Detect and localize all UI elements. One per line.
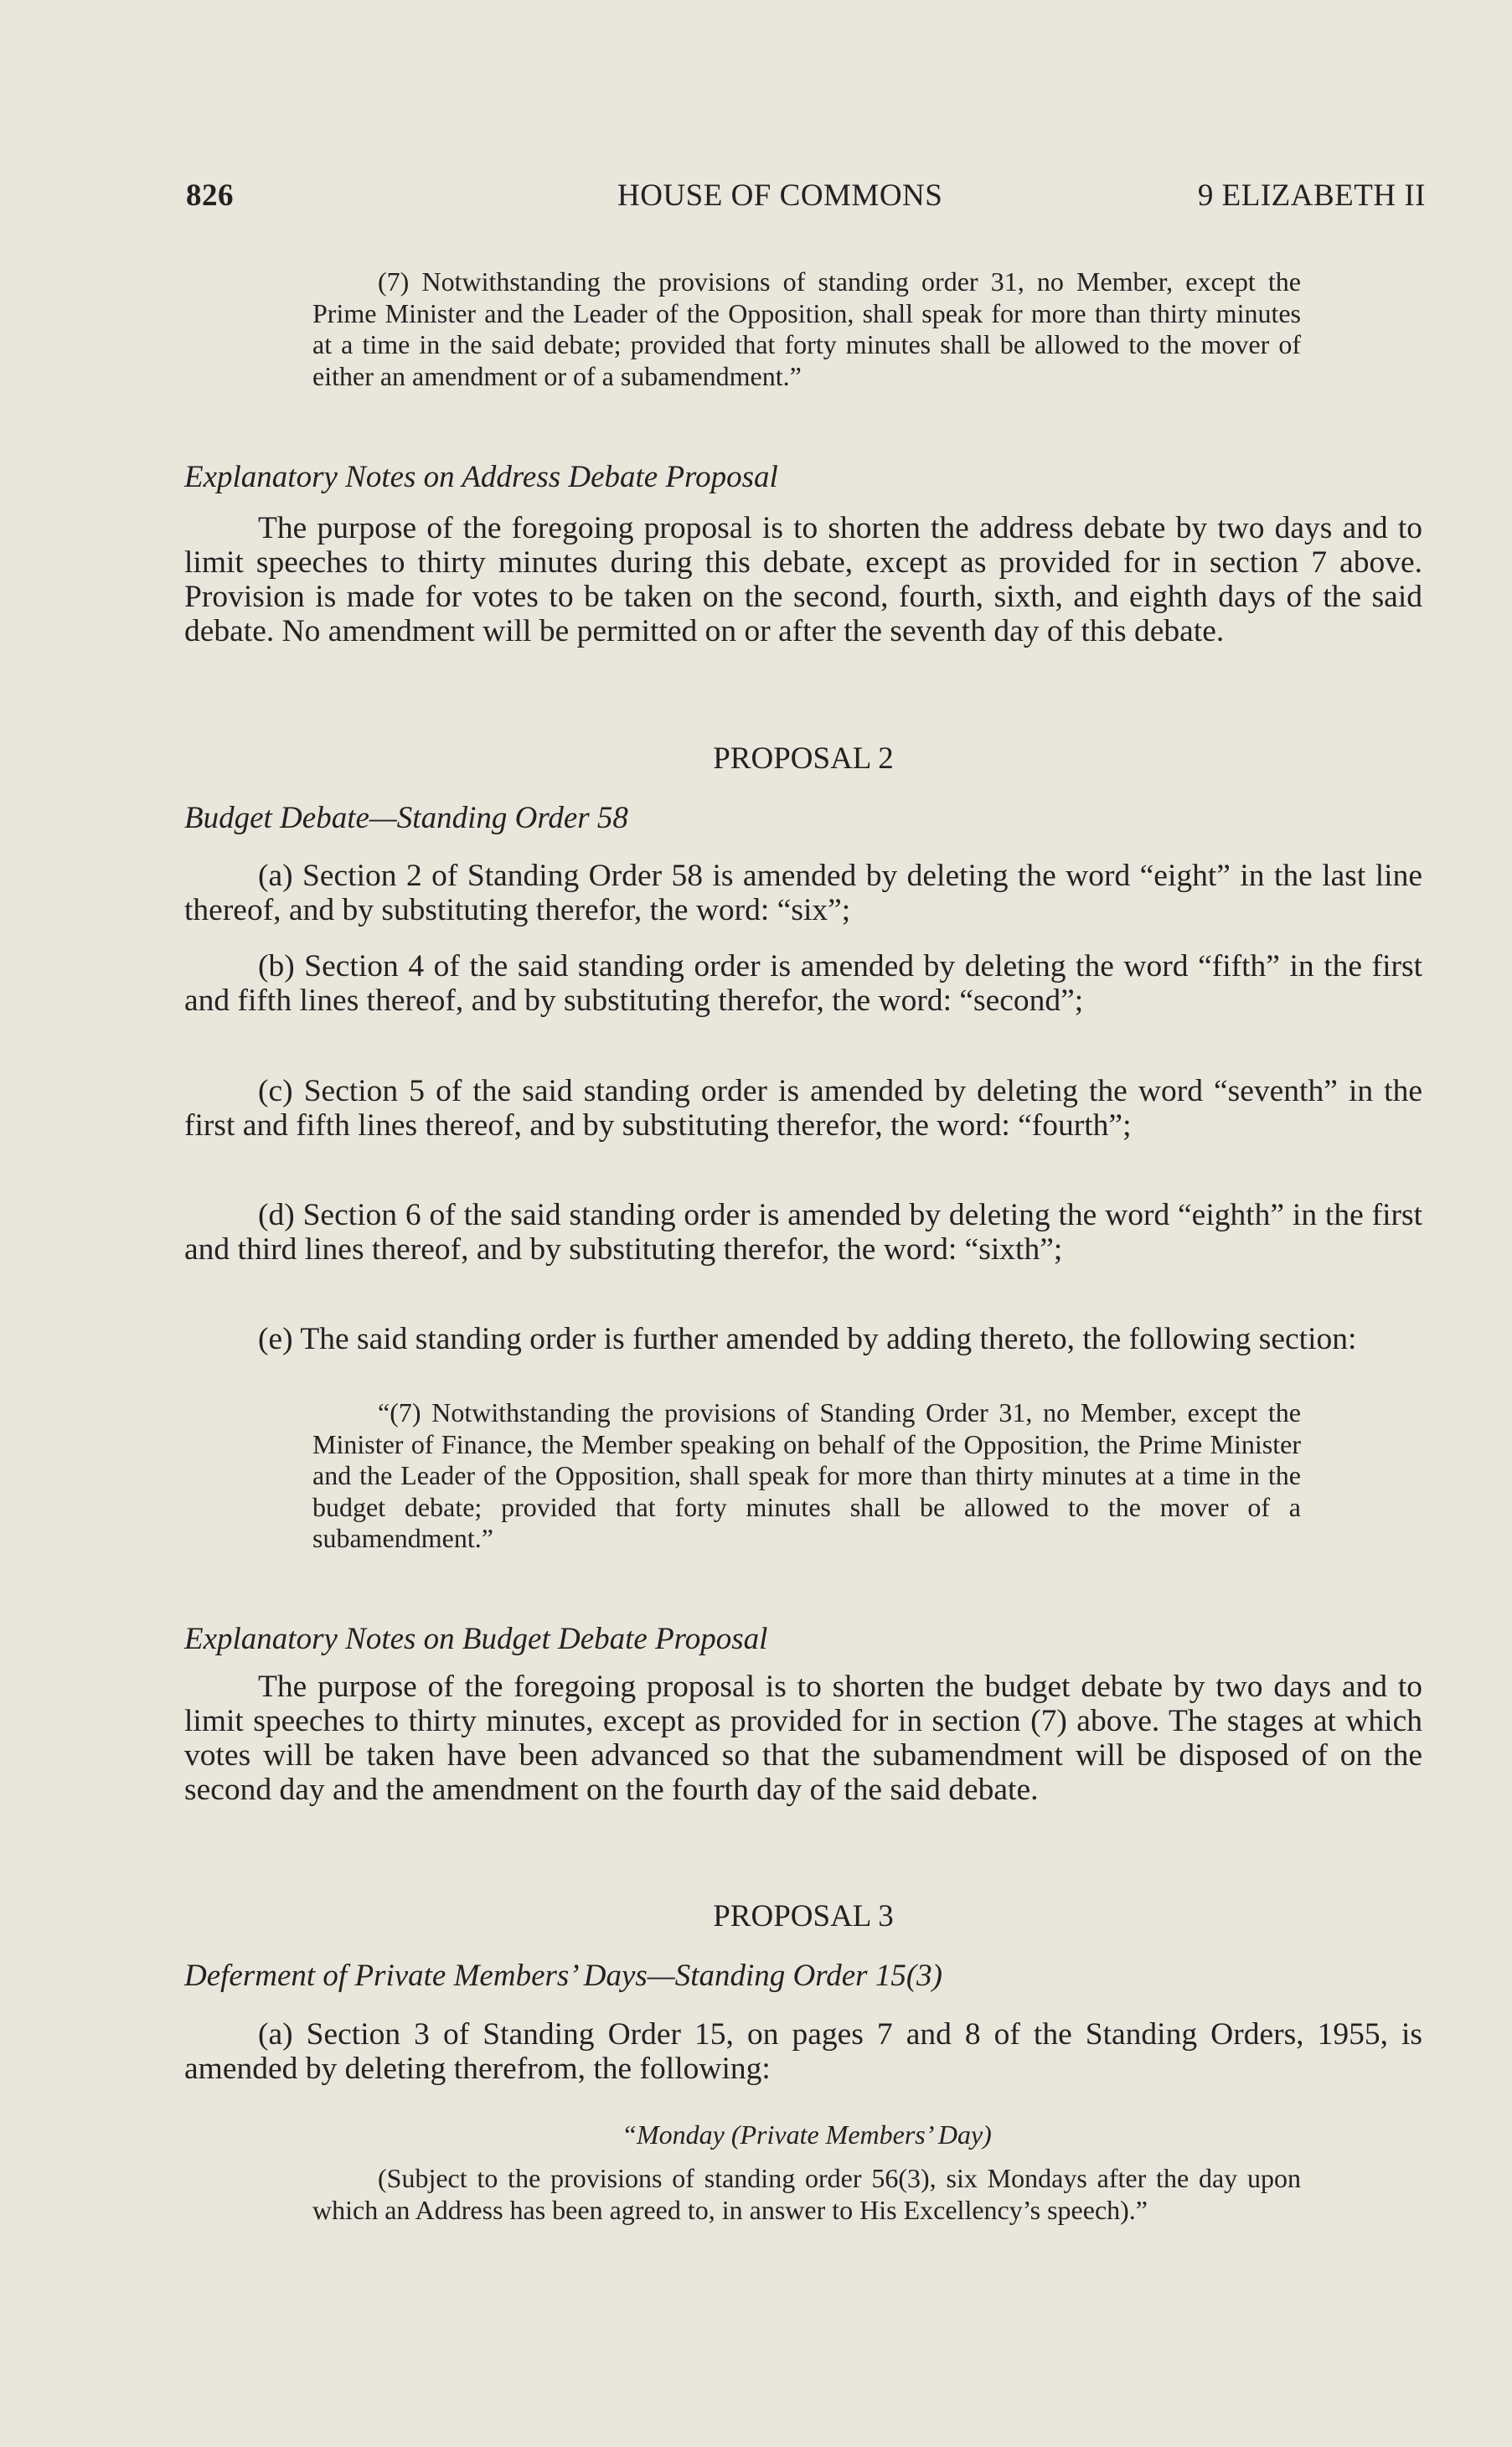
proposal-2-item-a xyxy=(184,859,1422,927)
page-number: 826 xyxy=(186,178,234,213)
item-text: (a) Section 3 of Standing Order 15, on pages 7 and 8 of the Standing Orders, 1955, is amended by deleting therefrom, the following: xyxy=(184,2017,1422,2086)
item-text: (e) The said standing order is further amended by adding thereto, the following section: xyxy=(258,1322,1357,1356)
proposal-3-quote-heading: “Monday (Private Members’ Day) xyxy=(622,2119,992,2150)
quote-text: “(7) Notwithstanding the provisions of Standing Order 31, no Member, except the Minister of Finance, the Member speaking on behalf of the Opposition, the Prime Minister and the Leader of the Opposition, shall speak for more than thirty minutes at a time in the budget debate; provided that forty minutes shall be allowed to the mover of a subamendment.” xyxy=(312,1397,1301,1553)
item-text: (b) Section 4 of the said standing order is amended by deleting the word “fifth” in the first and fifth lines thereof, and by substituting therefor, the word: “second”; xyxy=(184,949,1422,1018)
session-label: 9 ELIZABETH II xyxy=(1197,178,1426,213)
quote-section-7 xyxy=(312,266,1301,392)
proposal-3-title: PROPOSAL 3 xyxy=(713,1899,894,1933)
proposal-2-item-e xyxy=(184,1322,1422,1356)
proposal-3-heading: Deferment of Private Members’ Days—Standing Order 15(3) xyxy=(184,1959,942,1993)
explanatory-paragraph-address xyxy=(184,511,1422,648)
running-title: HOUSE OF COMMONS xyxy=(617,178,943,213)
proposal-2-item-c xyxy=(184,1074,1422,1143)
proposal-2-heading: Budget Debate—Standing Order 58 xyxy=(184,801,628,835)
proposal-2-item-d xyxy=(184,1198,1422,1267)
paragraph-text: The purpose of the foregoing proposal is to shorten the address debate by two days and to limit speeches to thirty minutes during this debate, except as provided for in section 7 above. Provision is made for votes to be taken on the second, fourth, sixth, and eighth days of the said debate. No amendment will be permitted on or after the seventh day of this debate. xyxy=(184,511,1422,648)
explanatory-heading-address: Explanatory Notes on Address Debate Proposal xyxy=(184,460,778,494)
item-text: (c) Section 5 of the said standing order is amended by deleting the word “seventh” in the first and fifth lines thereof, and by substituting therefor, the word: “fourth”; xyxy=(184,1074,1422,1143)
proposal-3-quote xyxy=(312,2163,1301,2226)
quote-text: (Subject to the provisions of standing order 56(3), six Mondays after the day upon which an Address has been agreed to, in answer to His Excellency’s speech).” xyxy=(312,2163,1301,2225)
proposal-3-item-a xyxy=(184,2017,1422,2086)
paragraph-text: The purpose of the foregoing proposal is to shorten the budget debate by two days and to limit speeches to thirty minutes, except as provided for in section (7) above. The stages at which votes will be taken have been advanced so that the subamendment will be disposed of on the second day and the amendment on the fourth day of the said debate. xyxy=(184,1670,1422,1807)
item-text: (a) Section 2 of Standing Order 58 is amended by deleting the word “eight” in the last line thereof, and by substituting therefor, the word: “six”; xyxy=(184,859,1422,927)
item-text: (d) Section 6 of the said standing order is amended by deleting the word “eighth” in the first and third lines thereof, and by substituting therefor, the word: “sixth”; xyxy=(184,1198,1422,1267)
explanatory-heading-budget: Explanatory Notes on Budget Debate Proposal xyxy=(184,1622,768,1656)
proposal-2-item-b xyxy=(184,949,1422,1018)
proposal-2-title: PROPOSAL 2 xyxy=(713,741,894,776)
explanatory-paragraph-budget xyxy=(184,1670,1422,1807)
proposal-2-quote xyxy=(312,1397,1301,1555)
quote-text: (7) Notwithstanding the provisions of standing order 31, no Member, except the Prime Minister and the Leader of the Opposition, shall speak for more than thirty minutes at a time in the said debate; provided that forty minutes shall be allowed to the mover of either an amendment or of a subamendment.” xyxy=(312,266,1301,391)
